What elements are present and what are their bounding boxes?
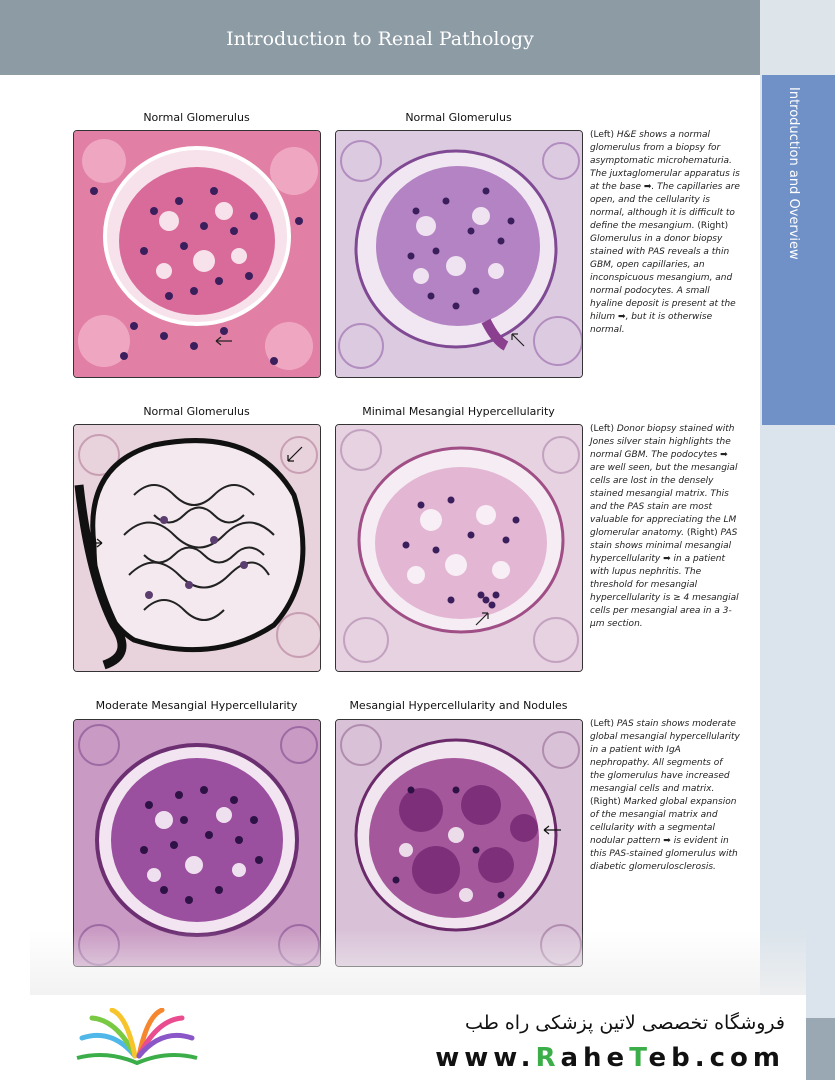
caption-right-text: Marked global expansion of the mesangial matrix and cellularity with a segmental nodular pattern ➡ is evident in this PAS-stained glomerulus with diabetic glomerulosclerosis. [590,797,738,872]
caption-left-text: H&E shows a normal glomerulus from a biopsy for asymptomatic microhematuria. The juxtaglomerular apparatus is at the base ➡. The capillaries are open, and the cellularity is normal, although it is difficult to define the mesangium. [590,130,740,231]
caption-row-1 [590,129,740,337]
url-part-eb: eb [648,1043,695,1073]
panel-title: Moderate Mesangial Hypercellularity [95,699,298,712]
caption-right-text: Glomerulus in a donor biopsy stained with PAS reveals a thin GBM, open capillaries, an inconspicuous mesangium, and normal podocytes. A small hyaline deposit is present at the hilum ➡, but it is otherwise normal. [590,234,736,335]
caption-row-3 [590,718,740,874]
caption-right-tag: (Right) [697,221,729,231]
footer-fade [30,930,806,1005]
caption-right-tag: (Right) [590,797,624,807]
caption-left-tag: (Left) [590,424,617,434]
section-tab-label: Introduction and Overview [786,87,801,260]
url-suffix: .com [694,1043,785,1073]
panel-title: Normal Glomerulus [143,405,250,418]
micrograph-pas-minimal [335,424,583,672]
book-logo-icon [72,1008,202,1072]
panel-title: Mesangial Hypercellularity and Nodules [349,699,568,712]
micrograph-pas-normal [335,130,583,378]
caption-left-tag: (Left) [590,719,617,729]
caption-left-text: Donor biopsy stained with Jones silver stain highlights the normal GBM. The podocytes ➡ are well seen, but the mesangial cells are lost in the densely stained mesangial matrix. This and the PAS stain are most valuable for appreciating the LM glomerular anatomy. [590,424,738,538]
url-letter-r: R [535,1043,561,1073]
micrograph-he-normal [73,130,321,378]
header-corner [760,0,835,75]
panel-title: Normal Glomerulus [143,111,250,124]
caption-right-text: PAS stain shows minimal mesangial hypercellularity ➡ in a patient with lupus nephritis. The threshold for mesangial hypercellularity is ≥ 4 mesangial cells per mesangial area in a 3-µm section. [590,528,739,629]
caption-row-2 [590,423,740,631]
url-prefix: www. [435,1043,536,1073]
side-strip-bottom [806,1018,835,1080]
running-title: Introduction to Renal Pathology [226,28,534,50]
caption-left-tag: (Left) [590,130,617,140]
panel-title: Minimal Mesangial Hypercellularity [362,405,555,418]
section-tab[interactable] [762,75,835,425]
caption-left-text: PAS stain shows moderate global mesangial hypercellularity in a patient with IgA nephropathy. All segments of the glomerulus have increased mesangial cells and matrix. [590,719,740,794]
url-part-ahe: ahe [560,1043,630,1073]
url-letter-t: T [629,1043,649,1073]
page-header [0,0,760,75]
brand-url[interactable] [435,1043,785,1073]
micrograph-silver-normal [73,424,321,672]
brand-name: فروشگاه تخصصی لاتین پزشکی راه طب [465,1012,785,1034]
caption-right-tag: (Right) [686,528,721,538]
panel-title: Normal Glomerulus [405,111,512,124]
